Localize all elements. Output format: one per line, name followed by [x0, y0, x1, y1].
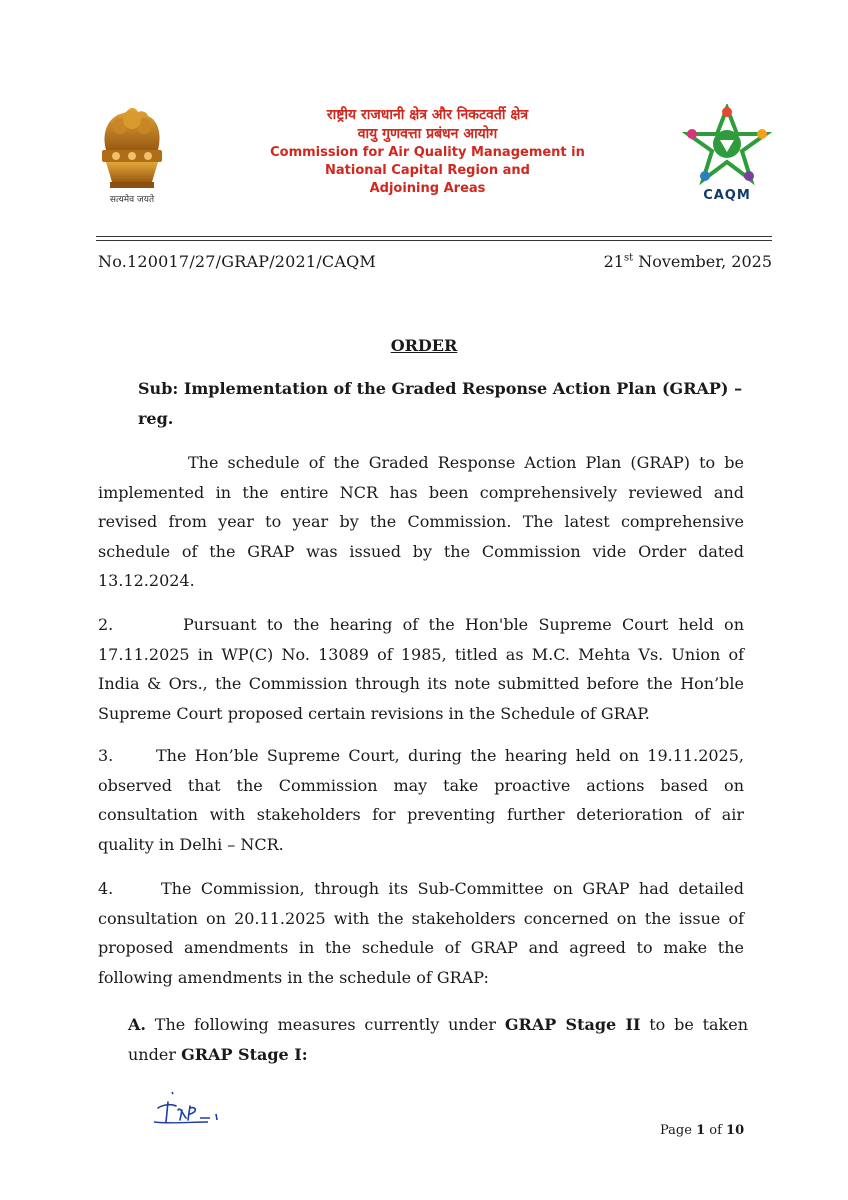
handwritten-initials-icon — [150, 1088, 230, 1128]
header-divider — [96, 236, 772, 237]
date-month-year: November, 2025 — [633, 252, 772, 271]
paragraph-3-number: 3. — [98, 746, 114, 765]
paragraph-2-text: Pursuant to the hearing of the Hon'ble Supreme Court held on 17.11.2025 in WP(C) No. 13089 of 1985, titled as M.C. Mehta Vs. Union of India & Ors., the Commission through its note submitted before the Hon’ble Supreme Court proposed certain revisions in the Schedule of GRAP. — [98, 615, 744, 723]
date-day: 21 — [603, 252, 624, 271]
organisation-name — [230, 106, 625, 198]
item-a-bold-1: GRAP Stage II — [504, 1015, 641, 1034]
page-of: of — [709, 1123, 722, 1138]
item-a-bold-2: GRAP Stage I: — [181, 1044, 308, 1064]
national-emblem — [92, 104, 172, 208]
paragraph-2 — [98, 610, 744, 728]
page-total: 10 — [726, 1123, 745, 1138]
org-name-english-line-1: Commission for Air Quality Management in — [270, 145, 585, 160]
paragraph-4-number: 4. — [98, 879, 114, 898]
emblem-motto: सत्यमेव जयते — [109, 195, 155, 205]
paragraph-3 — [98, 741, 744, 859]
header-divider-lower — [96, 240, 772, 241]
date-suffix: st — [623, 252, 634, 264]
org-name-hindi-line-2: वायु गुणवत्ता प्रबंधन आयोग — [357, 126, 498, 142]
item-a-text-1: The following measures currently under — [154, 1015, 497, 1034]
signature-initials — [150, 1088, 230, 1128]
org-name-english-line-3: Adjoining Areas — [369, 181, 486, 196]
paragraph-4-text: The Commission, through its Sub-Committee on GRAP had detailed consultation on 20.11.2025 with the stakeholders concerned on the issue of proposed amendments in the schedule of GRAP and agreed to make the following amendments in the schedule of GRAP: — [98, 879, 744, 987]
caqm-logo-label: CAQM — [703, 188, 751, 203]
org-name-english-line-2: National Capital Region and — [325, 163, 530, 178]
item-a — [128, 1010, 748, 1069]
item-a-label: A. — [128, 1015, 146, 1034]
org-name-hindi-line-1: राष्ट्रीय राजधानी क्षेत्र और निकटवर्ती क्षेत्र — [326, 107, 529, 123]
paragraph-4 — [98, 874, 744, 992]
page-current: 1 — [696, 1123, 706, 1138]
page-number — [660, 1123, 744, 1138]
caqm-star-logo-icon — [682, 104, 772, 188]
lion-capital-icon — [92, 104, 172, 190]
item-a-text-2: to be taken under — [128, 1015, 749, 1064]
paragraph-3-text: The Hon’ble Supreme Court, during the hearing held on 19.11.2025, observed that the Commission may take proactive actions based on consultation with stakeholders for preventing further deterioration of air quality in Delhi – NCR. — [98, 746, 744, 854]
page-word: Page — [660, 1123, 692, 1138]
paragraph-1: The schedule of the Graded Response Action Plan (GRAP) to be implemented in the entire NCR has been comprehensively reviewed and revised from year to year by the Commission. The latest comprehensive schedule of the GRAP was issued by the Commission vide Order dated 13.12.2024. — [98, 453, 744, 590]
caqm-logo — [682, 104, 772, 208]
paragraph-2-number: 2. — [98, 615, 114, 634]
subject-line: Sub: Implementation of the Graded Response Action Plan (GRAP) – reg. — [138, 379, 743, 428]
reference-number: No.120017/27/GRAP/2021/CAQM — [98, 252, 377, 271]
order-date — [604, 252, 772, 271]
document-title: ORDER — [390, 336, 458, 355]
